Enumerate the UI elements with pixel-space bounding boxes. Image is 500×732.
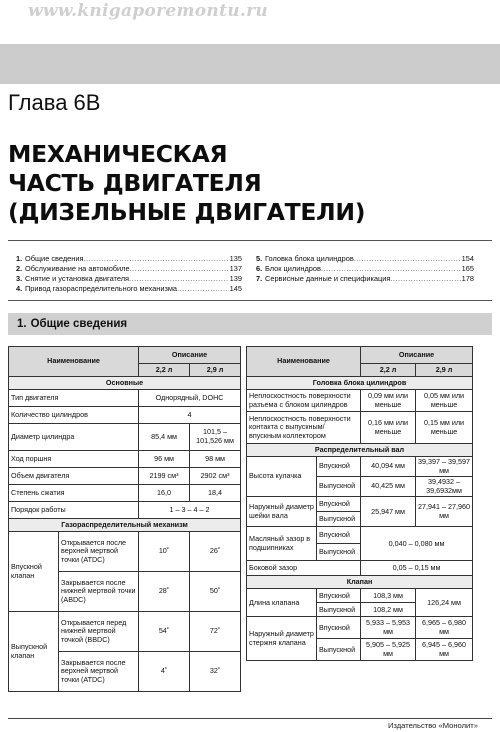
header-variant-1: 2,2 л [139,364,190,377]
table-row [9,612,241,652]
table-row [247,527,473,544]
param-subtype: Впускной [317,497,361,512]
specs-table-left [8,346,241,692]
table-row [247,457,473,477]
toc-page: 135 [229,254,242,263]
param-name: Порядок работы [9,502,139,519]
param-subtype: Выпускной [317,603,361,617]
toc-number: 5. [256,254,263,263]
watermark: www.knigaporemontu.ru [28,1,269,21]
table-row [9,468,241,485]
param-name: Степень сжатия [9,485,139,502]
param-subtype: Впускной [317,617,361,639]
param-name: Боковой зазор [247,561,361,576]
param-value-2: 39,4932 – 39,6932мм [416,477,473,497]
param-group-name: Впускной клапан [9,532,59,612]
toc-number: 2. [16,264,23,273]
table-group-row [247,576,473,589]
specs-table-right [246,346,473,661]
group-heading: Клапан [247,576,473,589]
param-name: Открывается после верхней мертвой точки (ATDC) [59,532,139,572]
param-value-2: 2902 см³ [190,468,241,485]
toc-column-left [16,254,242,294]
param-name: Ход поршня [9,451,139,468]
group-heading: Основные [9,377,241,390]
param-value-2: 39,397 – 39,597 мм [416,457,473,477]
param-value-2: 18,4 [190,485,241,502]
param-value-1: 4˚ [139,652,190,692]
table-group-row [247,444,473,457]
table-row [9,502,241,519]
toc-label: Снятие и установка двигателя [25,274,130,283]
param-value-1: 10˚ [139,532,190,572]
group-heading: Распределительный вал [247,444,473,457]
param-value-1: 5,933 – 5,953 мм [361,617,416,639]
param-subtype: Выпускной [317,512,361,527]
param-value-2: 27,941 – 27,960 мм [416,497,473,527]
param-value-2: 101,5 – 101,526 мм [190,424,241,451]
toc-number: 6. [256,264,263,273]
param-subtype: Впускной [317,457,361,477]
table-row [9,424,241,451]
toc-leader [354,254,461,264]
header-description: Описание [361,347,473,364]
table-header-row [9,347,241,364]
table-row [9,407,241,424]
param-subtype: Выпускной [317,477,361,497]
table-row [247,497,473,512]
toc-label: Привод газораспределительного механизма [25,284,178,293]
param-value-1: 0,16 мм или меньше [361,412,416,444]
table-row [9,390,241,407]
toc-divider-top [8,240,492,241]
param-value-1: 96 мм [139,451,190,468]
param-value-1: 85,4 мм [139,424,190,451]
toc-item[interactable] [16,284,242,294]
group-heading: Головка блока цилиндров [247,377,473,390]
param-value-1: 108,3 мм [361,589,416,603]
param-name: Наружный диаметр шейки вала [247,497,317,527]
toc-item[interactable] [256,254,474,264]
title-line-3: (ДИЗЕЛЬНЫЕ ДВИГАТЕЛИ) [8,198,366,226]
toc-leader [390,274,460,284]
param-value-1: 2199 см³ [139,468,190,485]
param-value-2: 126,24 мм [416,589,473,617]
toc-column-right [256,254,474,284]
table-group-row [9,377,241,390]
table-row [9,451,241,468]
toc-page: 137 [229,264,242,273]
toc-leader [130,264,229,274]
toc-number: 3. [16,274,23,283]
toc-leader [321,264,461,274]
param-name: Объем двигателя [9,468,139,485]
param-value-2: 98 мм [190,451,241,468]
param-value: 1 – 3 – 4 – 2 [139,502,241,519]
param-name: Закрывается после верхней мертвой точки (ATDC) [59,652,139,692]
param-value-1: 108,2 мм [361,603,416,617]
toc-number: 7. [256,274,263,283]
toc-label: Обслуживание на автомобиле [25,264,130,273]
param-value-1: 25,947 мм [361,497,416,527]
param-name: Наружный диаметр стержня клапана [247,617,317,661]
table-row [247,589,473,603]
header-name: Наименование [9,347,139,377]
table-of-contents [8,248,492,296]
param-name: Открывается перед нижней мертвой точкой (BBDC) [59,612,139,652]
table-row [9,532,241,572]
toc-item[interactable] [16,274,242,284]
table-row [247,412,473,444]
table-row [9,485,241,502]
table-row [247,561,473,576]
param-group-name: Выпускной клапан [9,612,59,692]
param-value-1: 0,09 мм или меньше [361,390,416,412]
toc-page: 139 [229,274,242,283]
toc-item[interactable] [16,254,242,264]
param-subtype: Выпускной [317,544,361,561]
param-name: Длина клапана [247,589,317,617]
param-name: Высота кулачка [247,457,317,497]
param-value: 4 [139,407,241,424]
page-title [8,140,365,227]
param-value-2: 50˚ [190,572,241,612]
param-value-1: 40,094 мм [361,457,416,477]
param-value-1: 5,905 – 5,925 мм [361,639,416,661]
footer-divider [8,718,492,719]
header-variant-2: 2,9 л [416,364,473,377]
param-name: Тип двигателя [9,390,139,407]
param-value-2: 0,15 мм или меньше [416,412,473,444]
toc-divider-bottom [8,300,492,301]
toc-item[interactable] [16,264,242,274]
param-name: Количество цилиндров [9,407,139,424]
header-variant-2: 2,9 л [190,364,241,377]
param-name: Неплоскостность поверхности разъема с блоком цилиндров [247,390,361,412]
toc-number: 4. [16,284,23,293]
table-group-row [9,519,241,532]
toc-page: 165 [461,264,474,273]
header-description: Описание [139,347,241,364]
param-value: 0,05 – 0,15 мм [361,561,473,576]
toc-label: Головка блока цилиндров [265,254,354,263]
table-row [247,617,473,639]
param-name: Закрывается после нижней мертвой точки (ABDC) [59,572,139,612]
group-heading: Газораспределительный механизм [9,519,241,532]
toc-leader [83,254,228,264]
param-name: Неплоскостность поверхности контакта с выпускным/ впускным коллектором [247,412,361,444]
param-value-2: 6,945 – 6,960 мм [416,639,473,661]
toc-number: 1. [16,254,23,263]
section-heading [8,313,492,335]
table-row [247,390,473,412]
param-subtype: Выпускной [317,639,361,661]
toc-item[interactable] [256,264,474,274]
table-header-row [247,347,473,364]
toc-page: 145 [229,284,242,293]
chapter-label: Глава 6В [8,90,101,115]
table-group-row [247,377,473,390]
param-subtype: Впускной [317,527,361,544]
param-value-2: 26˚ [190,532,241,572]
param-name: Масляный зазор в подшипниках [247,527,317,561]
param-value-1: 16,0 [139,485,190,502]
header-band [0,44,500,84]
toc-label: Блок цилиндров [265,264,321,273]
param-value-2: 0,05 мм или меньше [416,390,473,412]
toc-label: Сервисные данные и спецификация [265,274,391,283]
section-label: Общие сведения [30,318,128,330]
param-value-2: 32˚ [190,652,241,692]
param-value-2: 72˚ [190,612,241,652]
param-value: 0,040 – 0,080 мм [361,527,473,561]
param-value-1: 54˚ [139,612,190,652]
toc-leader [129,274,229,284]
param-value-2: 6,965 – 6,980 мм [416,617,473,639]
toc-page: 178 [461,274,474,283]
toc-leader [177,284,229,294]
toc-page: 154 [461,254,474,263]
param-name: Диаметр цилиндра [9,424,139,451]
publisher-label: Издательство «Монолит» [387,721,478,730]
section-number: 1. [17,318,27,330]
param-value-1: 40,425 мм [361,477,416,497]
title-line-1: МЕХАНИЧЕСКАЯ [8,140,228,168]
title-line-2: ЧАСТЬ ДВИГАТЕЛЯ [8,169,262,197]
header-name: Наименование [247,347,361,377]
param-value: Однорядный, DOHC [139,390,241,407]
toc-label: Общие сведения [25,254,84,263]
header-variant-1: 2,2 л [361,364,416,377]
toc-item[interactable] [256,274,474,284]
param-value-1: 28˚ [139,572,190,612]
param-subtype: Впускной [317,589,361,603]
